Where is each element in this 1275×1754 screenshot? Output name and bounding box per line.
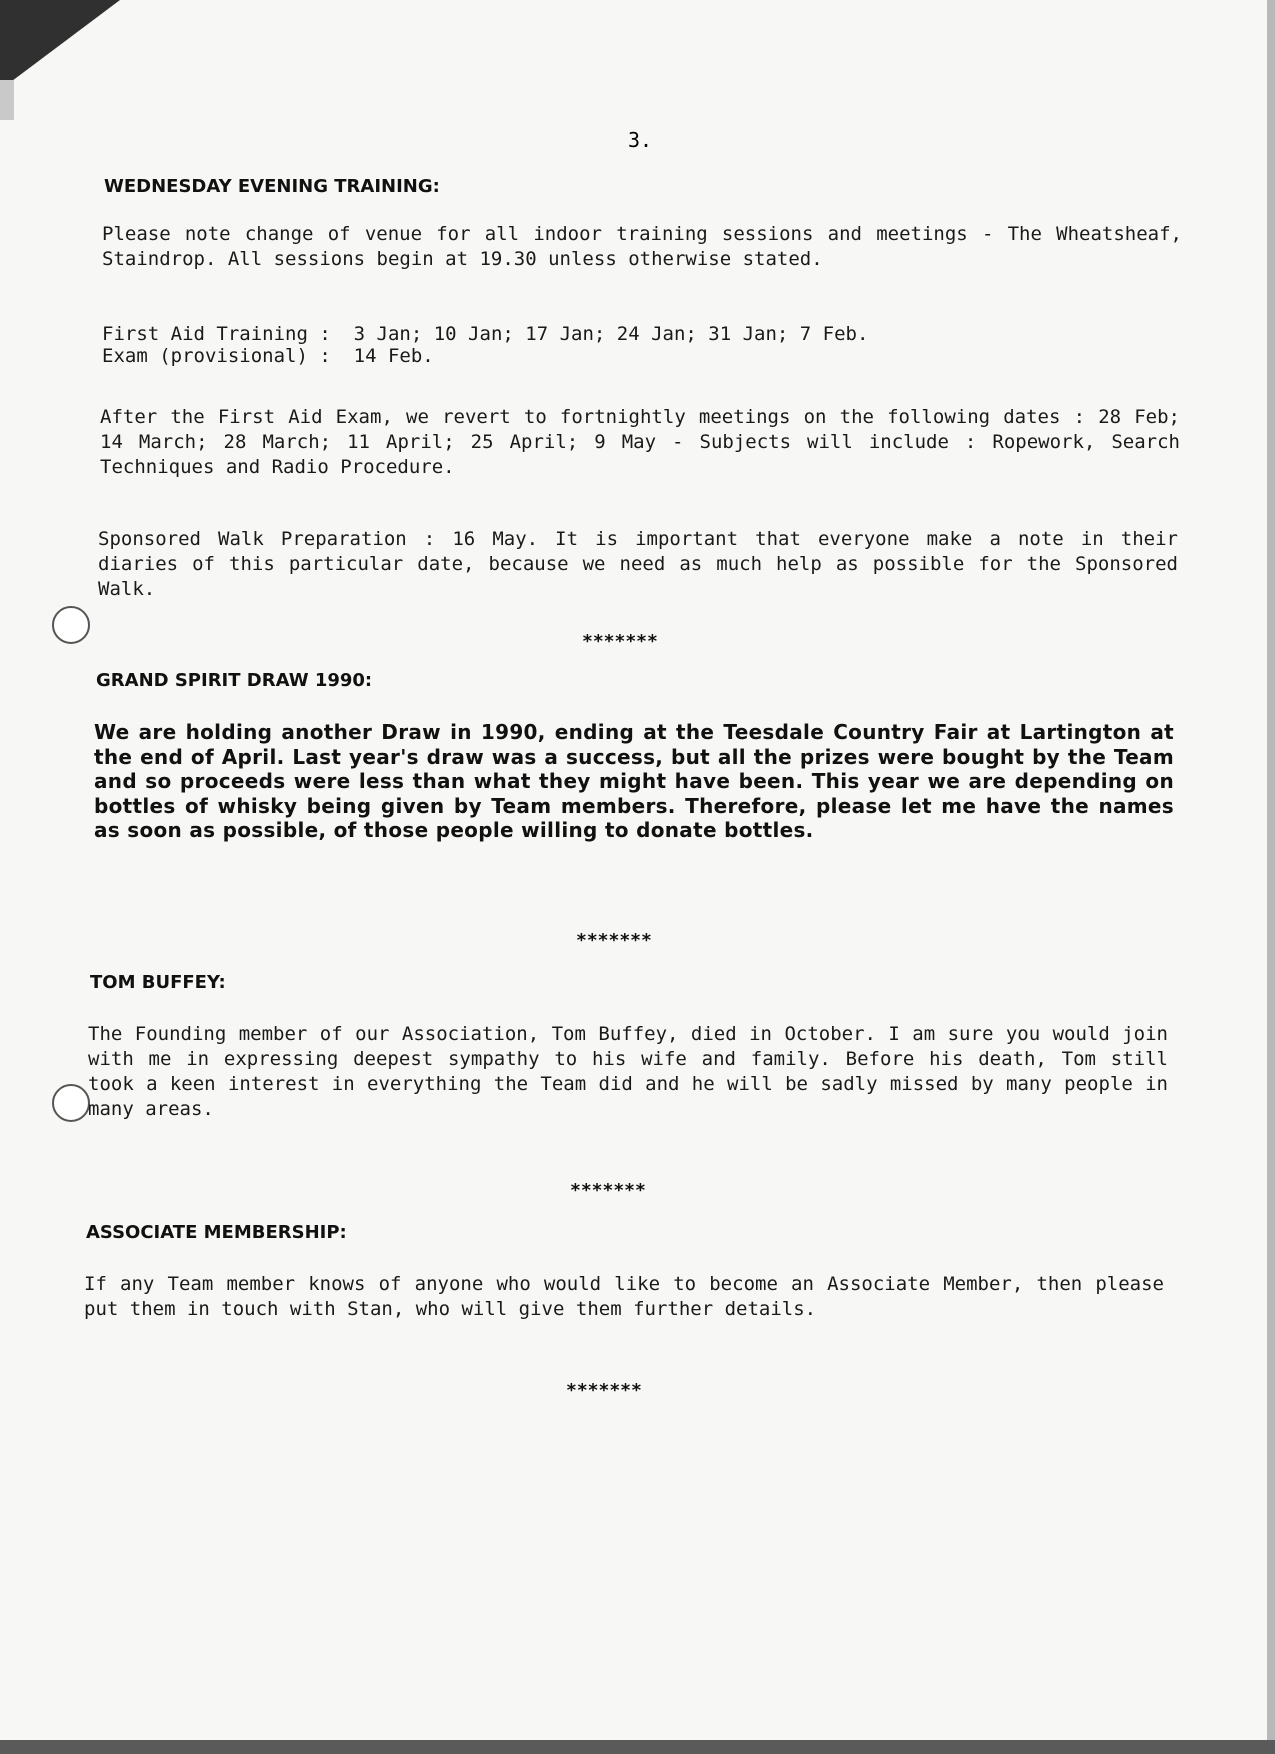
separator-3: *******	[570, 1180, 646, 1201]
page-corner-fold	[0, 0, 120, 90]
page-bottom-edge	[0, 1740, 1275, 1754]
separator-1: *******	[582, 631, 658, 652]
heading-associate-membership: ASSOCIATE MEMBERSHIP:	[86, 1222, 347, 1243]
first-aid-dates: 3 Jan; 10 Jan; 17 Jan; 24 Jan; 31 Jan; 7 Feb.	[353, 323, 869, 345]
paragraph-tom-buffey: The Founding member of our Association, Tom Buffey, died in October. I am sure you would join with me in expressing deepest sympathy to his wife and family. Before his death, Tom still took a keen interest in everything the Team did and he will be sadly missed by many people in many areas.	[88, 1023, 1168, 1120]
paragraph-venue-change: Please note change of venue for all indoor training sessions and meetings - The Wheatsheaf, Staindrop. All sessions begin at 19.30 unless otherwise stated.	[102, 223, 1182, 270]
exam-label: Exam (provisional) :	[102, 345, 331, 367]
separator-4: *******	[566, 1380, 642, 1401]
page-right-edge	[1267, 0, 1275, 1754]
heading-wednesday-training: WEDNESDAY EVENING TRAINING:	[104, 176, 440, 197]
paragraph-grand-spirit-draw: We are holding another Draw in 1990, ending at the Teesdale Country Fair at Lartington at the end of April. Last year's draw was a success, but all the prizes were bought by the Team and so proceeds were less than what they might have been. This year we are depending on bottles of whisky being given by Team members. Therefore, please let me have the names as soon as possible, of those people willing to donate bottles.	[94, 720, 1174, 842]
punch-hole-lower	[52, 1084, 90, 1122]
exam-date: 14 Feb.	[353, 345, 434, 367]
heading-tom-buffey: TOM BUFFEY:	[90, 972, 226, 993]
page-number: 3.	[628, 128, 653, 152]
paragraph-sponsored-walk: Sponsored Walk Preparation : 16 May. It is important that everyone make a note in their diaries of this particular date, because we need as much help as possible for the Sponsored Walk.	[98, 528, 1178, 600]
heading-grand-spirit-draw: GRAND SPIRIT DRAW 1990:	[96, 670, 373, 691]
paragraph-associate-membership: If any Team member knows of anyone who would like to become an Associate Member, then please put them in touch with Stan, who will give them further details.	[84, 1273, 1164, 1320]
page-edge	[0, 80, 14, 120]
first-aid-schedule	[102, 323, 1182, 367]
punch-hole-upper	[52, 606, 90, 644]
paragraph-fortnightly-meetings: After the First Aid Exam, we revert to fortnightly meetings on the following dates : 28 Feb; 14 March; 28 March; 11 April; 25 April; 9 May - Subjects will include : Ropework, Search Techniques and Radio Procedure.	[100, 406, 1180, 478]
separator-2: *******	[576, 930, 652, 951]
first-aid-label: First Aid Training :	[102, 323, 331, 345]
